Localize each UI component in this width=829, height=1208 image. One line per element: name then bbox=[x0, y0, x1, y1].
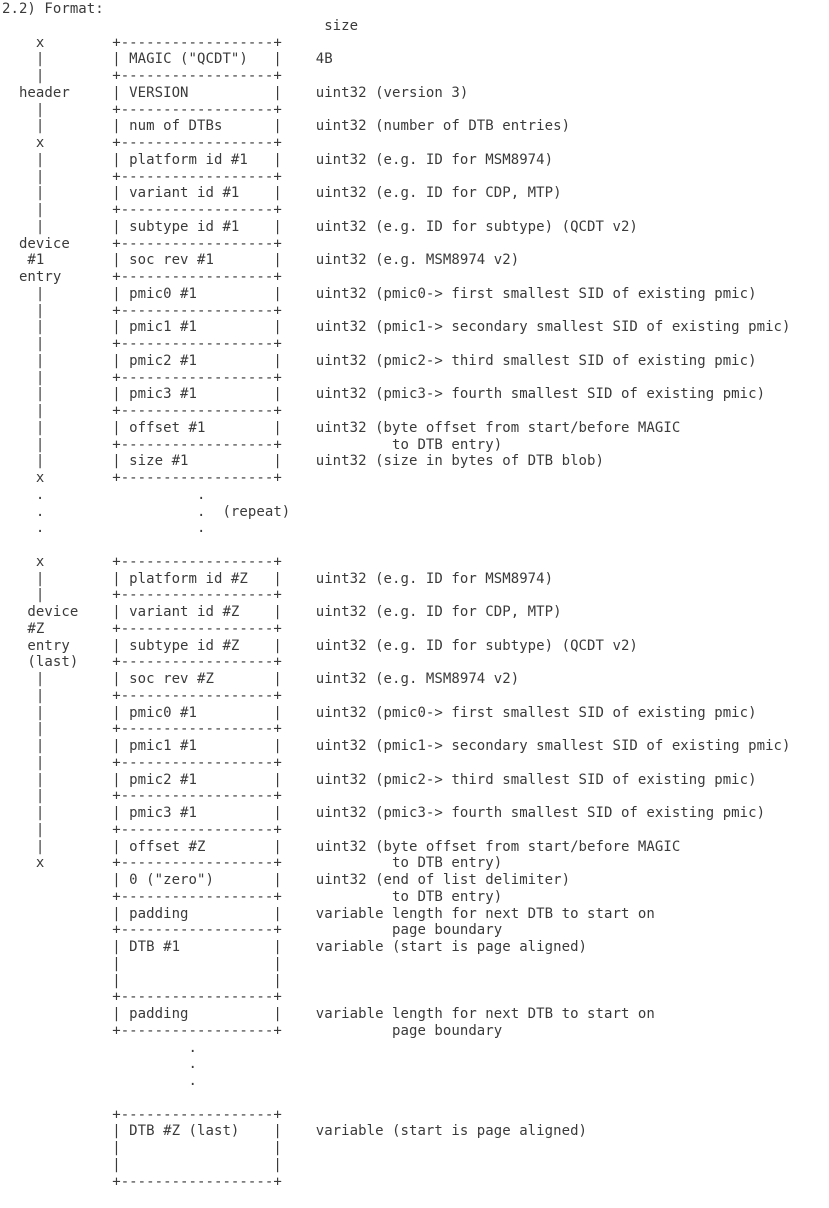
diagram-line: +------------------+ to DTB entry) bbox=[2, 888, 503, 905]
diagram-line: | | soc rev #Z | uint32 (e.g. MSM8974 v2) bbox=[2, 671, 520, 687]
diagram-line: | +------------------+ bbox=[2, 68, 282, 84]
diagram-line: x +------------------+ bbox=[2, 34, 282, 51]
diagram-line: +------------------+ bbox=[2, 1173, 282, 1190]
diagram-line: +------------------+ bbox=[2, 989, 282, 1006]
section-heading: 2.2) Format: bbox=[2, 1, 104, 17]
diagram-line: | +------------------+ bbox=[2, 821, 282, 838]
diagram-line: | +------------------+ bbox=[2, 369, 282, 386]
diagram-line: | | num of DTBs | uint32 (number of DTB entries) bbox=[2, 118, 571, 135]
diagram-line: (last) +------------------+ bbox=[2, 654, 282, 671]
diagram-line: | | bbox=[2, 1140, 282, 1156]
diagram-line: x +------------------+ to DTB entry) bbox=[2, 855, 503, 872]
diagram-line: | | size #1 | uint32 (size in bytes of DTB blob) bbox=[2, 453, 604, 470]
diagram-line bbox=[2, 537, 791, 554]
diagram-line: header | VERSION | uint32 (version 3) bbox=[2, 84, 469, 101]
diagram-line: | | pmic3 #1 | uint32 (pmic3-> fourth smallest SID of existing pmic) bbox=[2, 386, 766, 403]
diagram-line: +------------------+ bbox=[2, 1106, 282, 1123]
diagram-line: | +------------------+ bbox=[2, 403, 282, 419]
diagram-line: | 0 ("zero") | uint32 (end of list delimiter) bbox=[2, 872, 571, 888]
diagram-line: | | pmic1 #1 | uint32 (pmic1-> secondary smallest SID of existing pmic) bbox=[2, 738, 791, 754]
diagram-line: . . bbox=[2, 520, 206, 537]
diagram-line: | | MAGIC ("QCDT") | 4B bbox=[2, 51, 333, 68]
diagram-line: | | bbox=[2, 972, 282, 989]
diagram-line: | | variant id #1 | uint32 (e.g. ID for CDP, MTP) bbox=[2, 185, 562, 202]
diagram-line: | | offset #Z | uint32 (byte offset from start/before MAGIC bbox=[2, 838, 681, 855]
diagram-line: x +------------------+ bbox=[2, 470, 282, 486]
diagram-line: | +------------------+ bbox=[2, 754, 282, 771]
format-diagram bbox=[2, 1, 791, 1190]
diagram-line: | +------------------+ bbox=[2, 788, 282, 805]
diagram-line: | padding | variable length for next DTB to start on bbox=[2, 905, 655, 922]
diagram-line: | +------------------+ bbox=[2, 101, 282, 118]
diagram-line: | | platform id #Z | uint32 (e.g. ID for MSM8974) bbox=[2, 570, 554, 587]
diagram-line: +------------------+ page boundary bbox=[2, 1022, 503, 1039]
diagram-line: device | variant id #Z | uint32 (e.g. ID for CDP, MTP) bbox=[2, 604, 562, 620]
diagram-line: | | pmic2 #1 | uint32 (pmic2-> third smallest SID of existing pmic) bbox=[2, 352, 757, 369]
diagram-line: | | pmic0 #1 | uint32 (pmic0-> first smallest SID of existing pmic) bbox=[2, 704, 757, 721]
diagram-line: . bbox=[2, 1056, 198, 1073]
diagram-line: | | bbox=[2, 955, 282, 972]
diagram-line: . . (repeat) bbox=[2, 503, 291, 520]
diagram-line: | +------------------+ bbox=[2, 587, 282, 604]
diagram-line: | | pmic1 #1 | uint32 (pmic1-> secondary smallest SID of existing pmic) bbox=[2, 319, 791, 336]
diagram-line: entry | subtype id #Z | uint32 (e.g. ID for subtype) (QCDT v2) bbox=[2, 637, 638, 654]
diagram-line: +------------------+ page boundary bbox=[2, 922, 503, 939]
diagram-line: | | subtype id #1 | uint32 (e.g. ID for subtype) (QCDT v2) bbox=[2, 218, 638, 235]
diagram-line: | +------------------+ bbox=[2, 336, 282, 352]
diagram-line bbox=[2, 1090, 791, 1107]
diagram-line: | +------------------+ to DTB entry) bbox=[2, 436, 503, 453]
diagram-line: . . bbox=[2, 486, 206, 503]
diagram-line: x +------------------+ bbox=[2, 553, 282, 570]
diagram-line: | | offset #1 | uint32 (byte offset from start/before MAGIC bbox=[2, 419, 681, 436]
diagram-line: #Z +------------------+ bbox=[2, 620, 282, 637]
diagram-line: | +------------------+ bbox=[2, 168, 282, 185]
diagram-line: #1 | soc rev #1 | uint32 (e.g. MSM8974 v2) bbox=[2, 252, 520, 269]
diagram-line: | padding | variable length for next DTB to start on bbox=[2, 1006, 655, 1022]
diagram-line: | DTB #Z (last) | variable (start is page aligned) bbox=[2, 1123, 588, 1140]
diagram-line: . bbox=[2, 1073, 198, 1089]
diagram-line: device +------------------+ bbox=[2, 235, 282, 252]
diagram-line: . bbox=[2, 1039, 198, 1056]
diagram-line: | +------------------+ bbox=[2, 202, 282, 218]
diagram-line: | | pmic2 #1 | uint32 (pmic2-> third smallest SID of existing pmic) bbox=[2, 771, 757, 788]
diagram-line: entry +------------------+ bbox=[2, 269, 282, 285]
diagram-line: | | pmic0 #1 | uint32 (pmic0-> first smallest SID of existing pmic) bbox=[2, 285, 757, 302]
diagram-line: | | pmic3 #1 | uint32 (pmic3-> fourth smallest SID of existing pmic) bbox=[2, 805, 766, 821]
diagram-line: x +------------------+ bbox=[2, 135, 282, 151]
diagram-line: | +------------------+ bbox=[2, 721, 282, 738]
diagram-line: size bbox=[2, 17, 359, 34]
diagram-line: | | bbox=[2, 1156, 282, 1173]
diagram-line: | +------------------+ bbox=[2, 302, 282, 319]
diagram-line: | DTB #1 | variable (start is page aligned) bbox=[2, 939, 588, 955]
diagram-line: | +------------------+ bbox=[2, 687, 282, 704]
diagram-line: | | platform id #1 | uint32 (e.g. ID for MSM8974) bbox=[2, 151, 554, 168]
